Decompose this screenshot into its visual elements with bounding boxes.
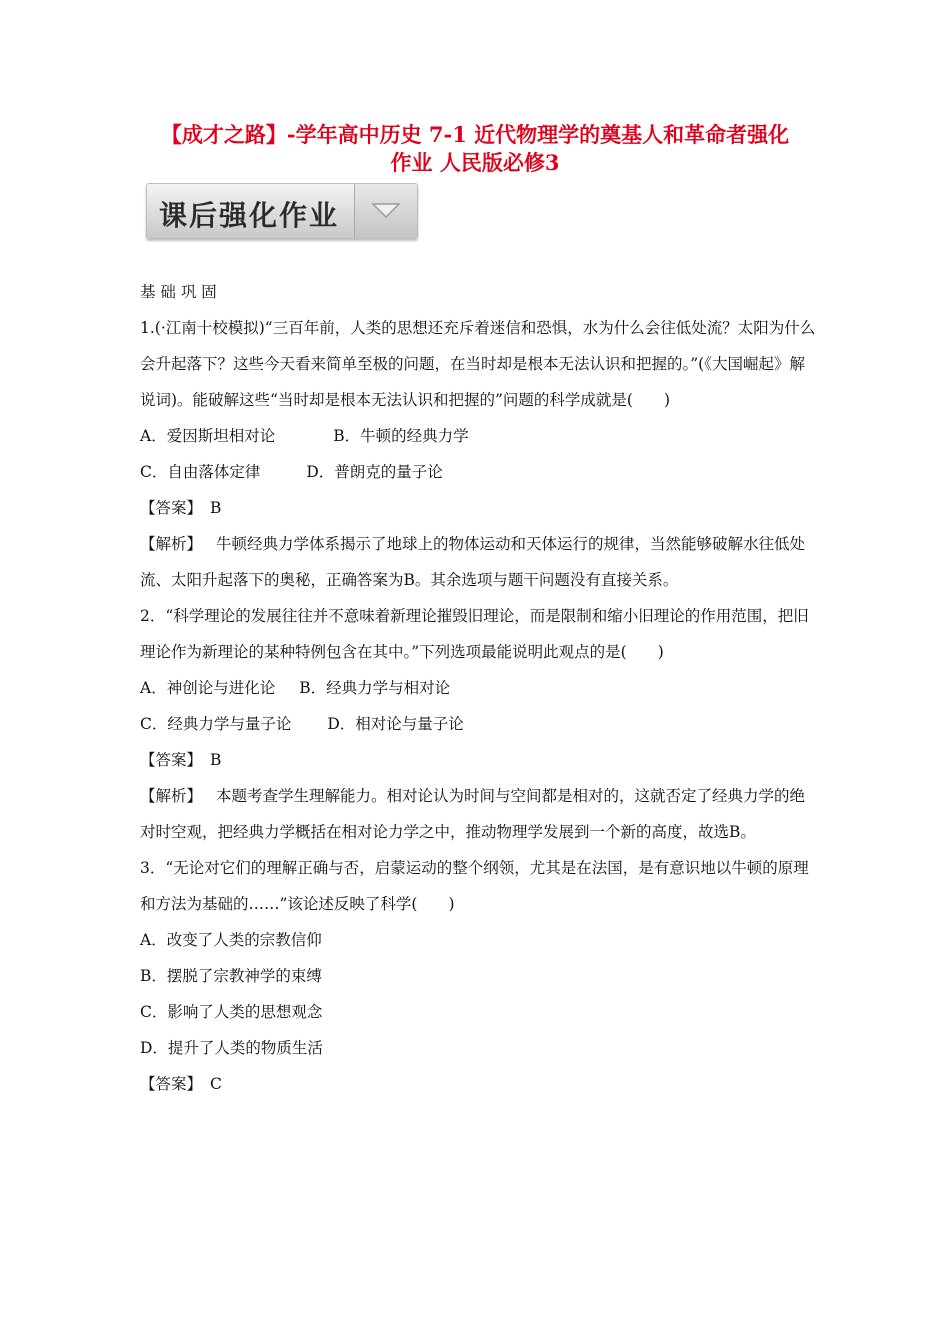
question-1-answer	[140, 490, 816, 526]
answer-label: 【答案】	[140, 1075, 203, 1093]
section-heading: 基 础 巩 固	[140, 283, 217, 301]
after-class-banner	[146, 183, 418, 239]
document-title	[0, 121, 950, 177]
chevron-down-icon	[354, 184, 417, 238]
document-body	[140, 274, 816, 1102]
question-1-options-row-1	[140, 418, 816, 454]
question-1-option-d: D．普朗克的量子论	[306, 463, 443, 481]
question-1-options-row-2	[140, 454, 816, 490]
question-3-option-b: B．摆脱了宗教神学的束缚	[140, 967, 322, 985]
question-3-option-a: A．改变了人类的宗教信仰	[140, 931, 322, 949]
question-1-option-c: C．自由落体定律	[140, 463, 261, 481]
question-3-answer	[140, 1066, 816, 1102]
analysis-label: 【解析】	[140, 535, 203, 553]
question-2-answer	[140, 742, 816, 778]
question-1-option-a: A．爱因斯坦相对论	[140, 427, 276, 445]
question-3-option-c: C．影响了人类的思想观念	[140, 1003, 323, 1021]
analysis-text: 本题考查学生理解能力。相对论认为时间与空间都是相对的，这就否定了经典力学的绝对时空观，把经典力学概括在相对论力学之中，推动物理学发展到一个新的高度，故选B。	[140, 787, 806, 841]
question-2-stem: 2．“科学理论的发展往往并不意味着新理论摧毁旧理论，而是限制和缩小旧理论的作用范围，把旧理论作为新理论的某种特例包含在其中。”下列选项最能说明此观点的是( )	[140, 607, 809, 661]
answer-value: B	[210, 499, 222, 517]
analysis-text: 牛顿经典力学体系揭示了地球上的物体运动和天体运行的规律，当然能够破解水往低处流、太阳升起落下的奥秘，正确答案为B。其余选项与题干问题没有直接关系。	[140, 535, 806, 589]
question-3-option-d: D．提升了人类的物质生活	[140, 1039, 323, 1057]
answer-value: B	[210, 751, 222, 769]
answer-value: C	[210, 1075, 222, 1093]
answer-label: 【答案】	[140, 751, 203, 769]
question-1-analysis	[140, 526, 816, 598]
banner-label: 课后强化作业	[159, 199, 340, 232]
question-1-option-b: B．牛顿的经典力学	[333, 427, 469, 445]
question-2-analysis	[140, 778, 816, 850]
question-2-options-row-1	[140, 670, 816, 706]
answer-label: 【答案】	[140, 499, 203, 517]
title-line-1: 【成才之路】-学年高中历史 7-1 近代物理学的奠基人和革命者强化	[160, 122, 790, 147]
question-1-stem: 1.(·江南十校模拟)“三百年前，人类的思想还充斥着迷信和恐惧，水为什么会往低处流？太阳为什么会升起落下？这些今天看来简单至极的问题，在当时却是根本无法认识和把握的。”(《大国崛起》解说词)。能破解这些“当时却是根本无法认识和把握的”问题的科学成就是( )	[140, 319, 816, 409]
title-line-2: 作业 人民版必修3	[390, 150, 560, 175]
question-2-option-d: D．相对论与量子论	[327, 715, 464, 733]
analysis-label: 【解析】	[140, 787, 203, 805]
question-2-option-a: A．神创论与进化论	[140, 679, 276, 697]
question-2-option-b: B．经典力学与相对论	[299, 679, 451, 697]
question-2-option-c: C．经典力学与量子论	[140, 715, 292, 733]
question-3-stem: 3．“无论对它们的理解正确与否，启蒙运动的整个纲领，尤其是在法国，是有意识地以牛顿的原理和方法为基础的……”该论述反映了科学( )	[140, 859, 809, 913]
question-2-options-row-2	[140, 706, 816, 742]
